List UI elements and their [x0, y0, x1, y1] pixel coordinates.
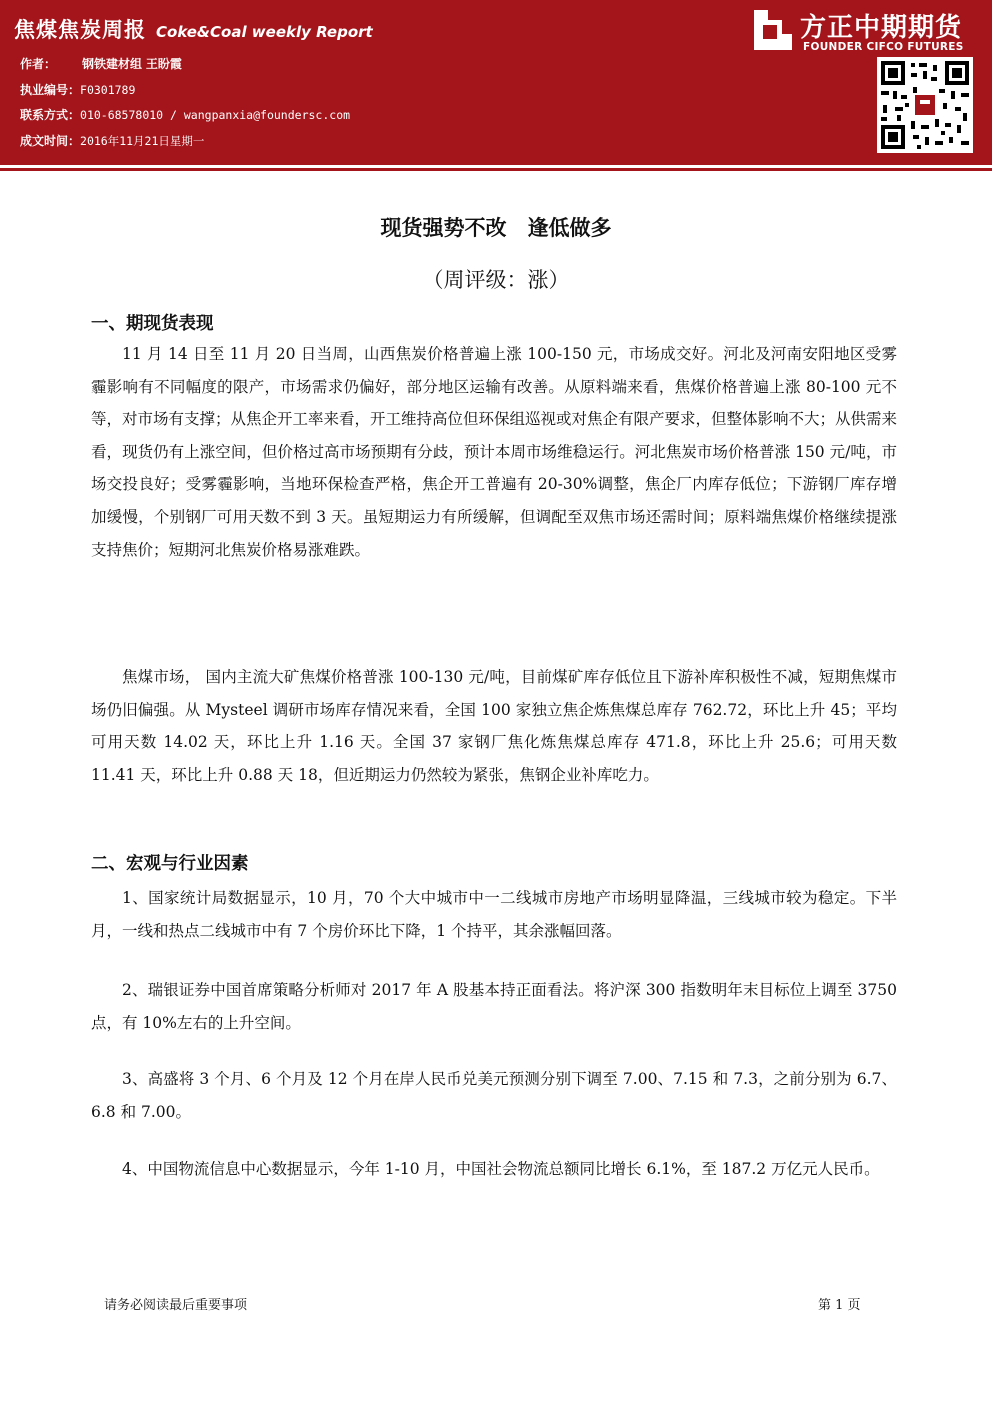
paragraph: 1、国家统计局数据显示，10 月，70 个大中城市中一二线城市房地产市场明显降温，三线城市较为稳定。下半月，一线和热点二线城市中有 7 个房价环比下降，1 个持平，其余涨幅回落。 — [91, 889, 897, 940]
report-header — [0, 0, 992, 165]
date-row — [20, 133, 350, 159]
author-group: 钢铁建材组 — [82, 57, 143, 71]
paragraph: 2、瑞银证券中国首席策略分析师对 2017 年 A 股基本持正面看法。将沪深 300 指数明年末目标位上调至 3750 点，有 10%左右的上升空间。 — [91, 981, 897, 1032]
company-logo — [754, 10, 978, 56]
paragraph: 焦煤市场， 国内主流大矿焦煤价格普涨 100-130 元/吨，目前煤矿库存低位且下游补库积极性不减，短期焦煤市场仍旧偏强。从 Mysteel 调研市场库存情况来看，全国 100 家独立焦企炼焦煤总库存 762.72，环比上升 45；平均可用天数 14.02 天，环比上升 1.16 天。全国 37 家钢厂焦化炼焦煤总库存 471.8，环比上升 25.6；可用天数 11.41 天，环比上升 0.88 天 18，但近期运力仍然较为紧张，焦钢企业补库吃力。 — [91, 668, 897, 784]
date-value: 2016年11月21日星期一 — [80, 133, 205, 148]
report-title-en: Coke&Coal weekly Report — [156, 23, 373, 41]
contact-value: 010-68578010 / wangpanxia@foundersc.com — [80, 108, 351, 122]
author-name: 王盼霞 — [145, 57, 182, 71]
logo-text-en: FOUNDER CIFCO FUTURES — [803, 41, 964, 53]
logo-mark-icon — [754, 10, 792, 50]
date-label: 成文时间： — [20, 133, 81, 148]
author-meta — [20, 56, 350, 158]
footer-notice: 请务必阅读最后重要事项 — [104, 1298, 248, 1313]
qr-code-icon — [877, 57, 973, 153]
header-divider — [0, 168, 992, 171]
license-row — [20, 82, 350, 108]
logo-text-cn: 方正中期期货 — [800, 13, 963, 43]
page-number: 第 1 页 — [818, 1298, 861, 1313]
license-label: 执业编号： — [20, 82, 81, 97]
contact-label: 联系方式： — [20, 108, 81, 122]
author-label: 作者： — [20, 57, 57, 71]
license-value: F0301789 — [80, 82, 136, 97]
author-row — [20, 56, 350, 82]
section-heading: 一、期现货表现 — [91, 314, 214, 334]
paragraph: 3、高盛将 3 个月、6 个月及 12 个月在岸人民币兑美元预测分别下调至 7.00、7.15 和 7.3，之前分别为 6.7、6.8 和 7.00。 — [91, 1070, 897, 1121]
report-title-cn: 焦煤焦炭周报 — [14, 18, 146, 42]
document-title: 现货强势不改 逢低做多 — [380, 216, 612, 240]
paragraph: 4、中国物流信息中心数据显示，今年 1-10 月，中国社会物流总额同比增长 6.1%，至 187.2 万亿元人民币。 — [122, 1160, 880, 1178]
report-title — [14, 14, 373, 44]
paragraph: 11 月 14 日至 11 月 20 日当周，山西焦炭价格普遍上涨 100-150 元，市场成交好。河北及河南安阳地区受雾霾影响有不同幅度的限产，市场需求仍偏好，部分地区运输有改善。从原料端来看，焦煤价格普遍上涨 80-100 元不等，对市场有支撑；从焦企开工率来看，开工维持高位但环保组巡视或对焦企有限产要求，但整体影响不大；从供需来看，现货仍有上涨空间，但价格过高市场预期有分歧，预计本周市场维稳运行。河北焦炭市场价格普涨 150 元/吨，市场交投良好；受雾霾影响，当地环保检查严格，焦企开工普遍有 20-30%调整，焦企厂内库存低位；下游钢厂库存增加缓慢，个别钢厂可用天数不到 3 天。虽短期运力有所缓解，但调配至双焦市场还需时间；原料端焦煤价格继续提涨支持焦价；短期河北焦炭价格易涨难跌。 — [91, 345, 898, 559]
qr-code — [877, 57, 973, 153]
contact-row — [20, 107, 350, 133]
section-heading: 二、宏观与行业因素 — [91, 854, 249, 874]
document-rating: （周评级：涨） — [422, 268, 570, 292]
